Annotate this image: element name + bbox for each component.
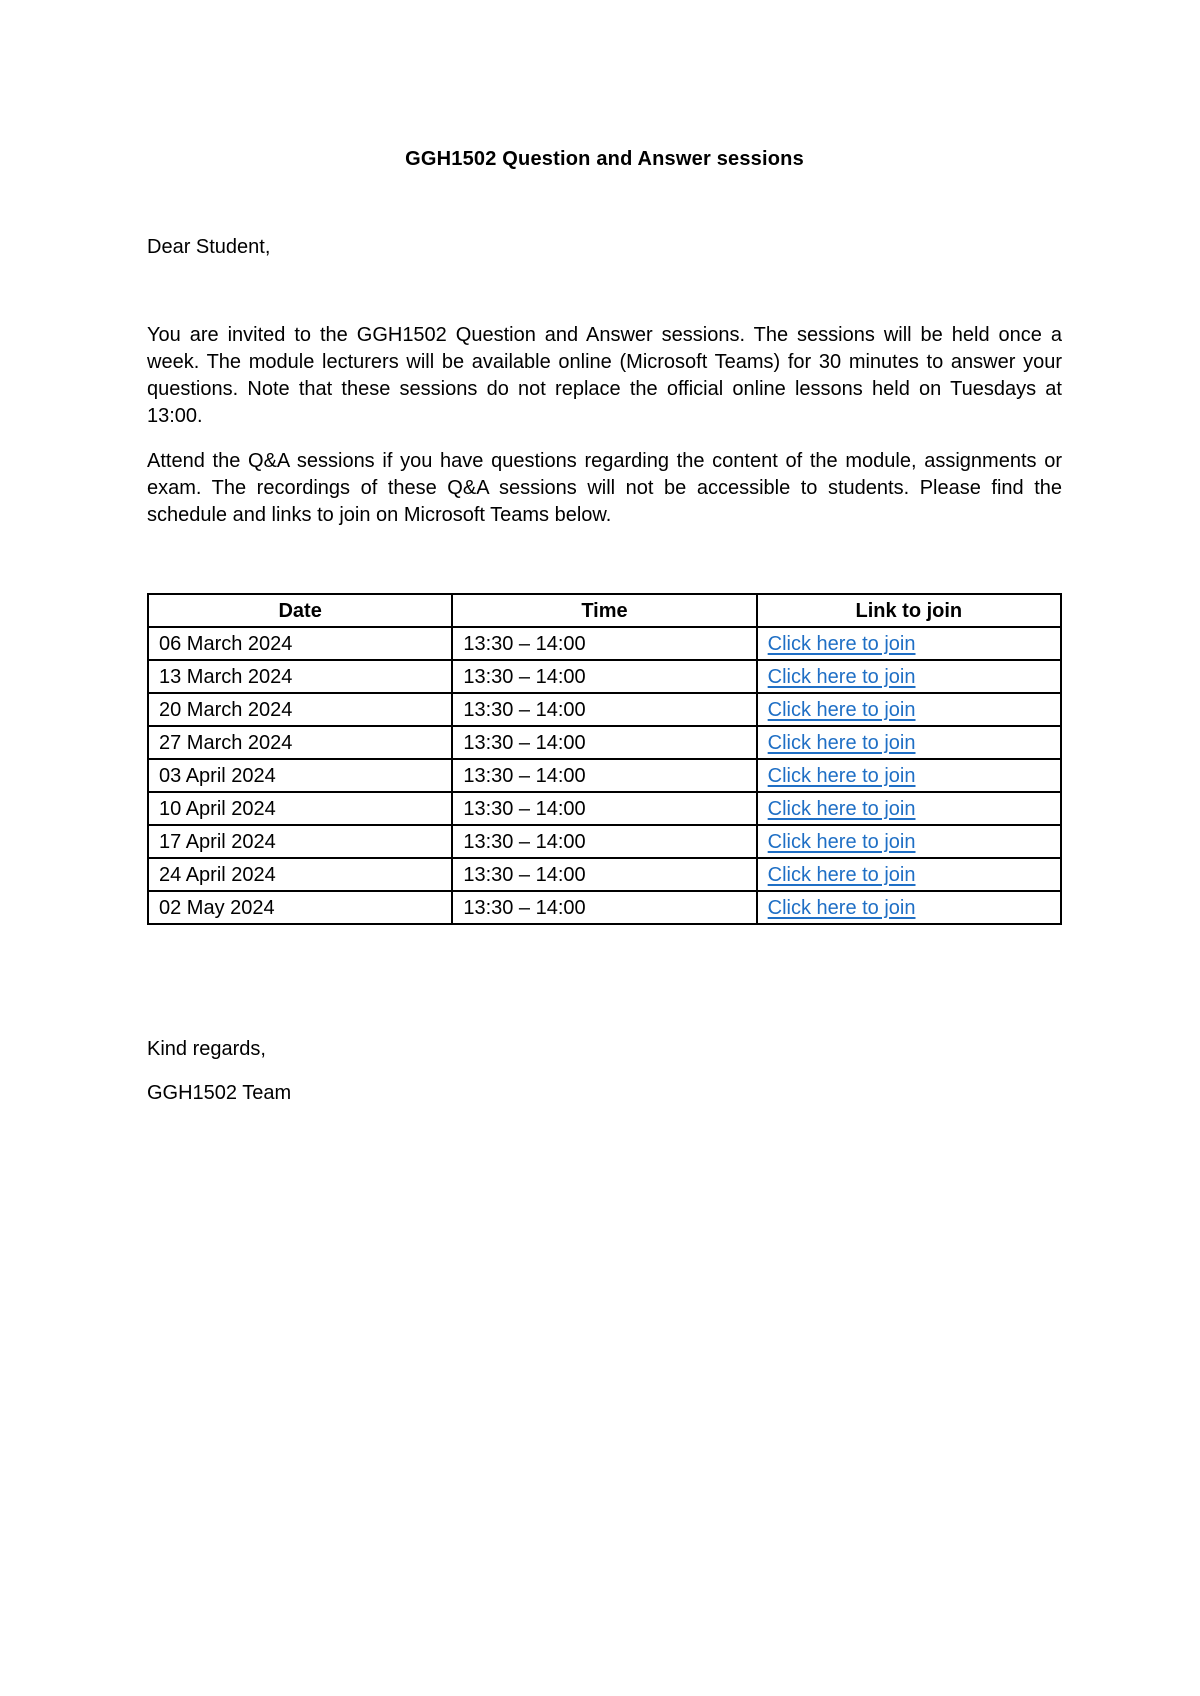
closing-line: Kind regards, [147, 1038, 266, 1060]
cell-date: 24 April 2024 [148, 858, 452, 891]
cell-date: 20 March 2024 [148, 693, 452, 726]
join-link[interactable]: Click here to join [767, 797, 916, 820]
cell-time: 13:30 – 14:00 [452, 858, 756, 891]
cell-link [757, 891, 1061, 924]
join-link[interactable]: Click here to join [767, 764, 916, 787]
cell-time: 13:30 – 14:00 [452, 726, 756, 759]
cell-time: 13:30 – 14:00 [452, 891, 756, 924]
table-row [148, 858, 1061, 891]
salutation: Dear Student, [147, 236, 271, 258]
cell-link [757, 627, 1061, 660]
cell-link [757, 858, 1061, 891]
cell-time: 13:30 – 14:00 [452, 825, 756, 858]
join-link[interactable]: Click here to join [767, 830, 916, 853]
cell-time: 13:30 – 14:00 [452, 759, 756, 792]
join-link[interactable]: Click here to join [767, 896, 916, 919]
table-row [148, 660, 1061, 693]
header-link: Link to join [757, 594, 1061, 627]
cell-date: 06 March 2024 [148, 627, 452, 660]
table-header-row [148, 594, 1061, 627]
cell-link [757, 660, 1061, 693]
cell-date: 27 March 2024 [148, 726, 452, 759]
cell-time: 13:30 – 14:00 [452, 693, 756, 726]
table-row [148, 792, 1061, 825]
intro-paragraph: You are invited to the GGH1502 Question and Answer sessions. The sessions will be held once a week. The module lecturers will be available online (Microsoft Teams) for 30 minutes to answer your questions. Note that these sessions do not replace the official online lessons held on Tuesdays at 13:00. [147, 324, 1062, 427]
join-link[interactable]: Click here to join [767, 698, 916, 721]
cell-date: 10 April 2024 [148, 792, 452, 825]
table-row [148, 693, 1061, 726]
cell-date: 13 March 2024 [148, 660, 452, 693]
header-date: Date [148, 594, 452, 627]
cell-link [757, 792, 1061, 825]
instructions-paragraph: Attend the Q&A sessions if you have questions regarding the content of the module, assignments or exam. The recordings of these Q&A sessions will not be accessible to students. Please find the schedule and links to join on Microsoft Teams below. [147, 450, 1062, 526]
cell-date: 03 April 2024 [148, 759, 452, 792]
cell-link [757, 693, 1061, 726]
table-row [148, 825, 1061, 858]
table-row [148, 759, 1061, 792]
cell-link [757, 726, 1061, 759]
cell-date: 17 April 2024 [148, 825, 452, 858]
join-link[interactable]: Click here to join [767, 632, 916, 655]
cell-date: 02 May 2024 [148, 891, 452, 924]
cell-time: 13:30 – 14:00 [452, 792, 756, 825]
document-title: GGH1502 Question and Answer sessions [405, 148, 804, 170]
cell-link [757, 825, 1061, 858]
cell-time: 13:30 – 14:00 [452, 627, 756, 660]
schedule-table [147, 593, 1062, 925]
table-row [148, 627, 1061, 660]
join-link[interactable]: Click here to join [767, 731, 916, 754]
cell-time: 13:30 – 14:00 [452, 660, 756, 693]
signature: GGH1502 Team [147, 1082, 292, 1104]
cell-link [757, 759, 1061, 792]
join-link[interactable]: Click here to join [767, 665, 916, 688]
table-row [148, 726, 1061, 759]
join-link[interactable]: Click here to join [767, 863, 916, 886]
table-row [148, 891, 1061, 924]
header-time: Time [452, 594, 756, 627]
